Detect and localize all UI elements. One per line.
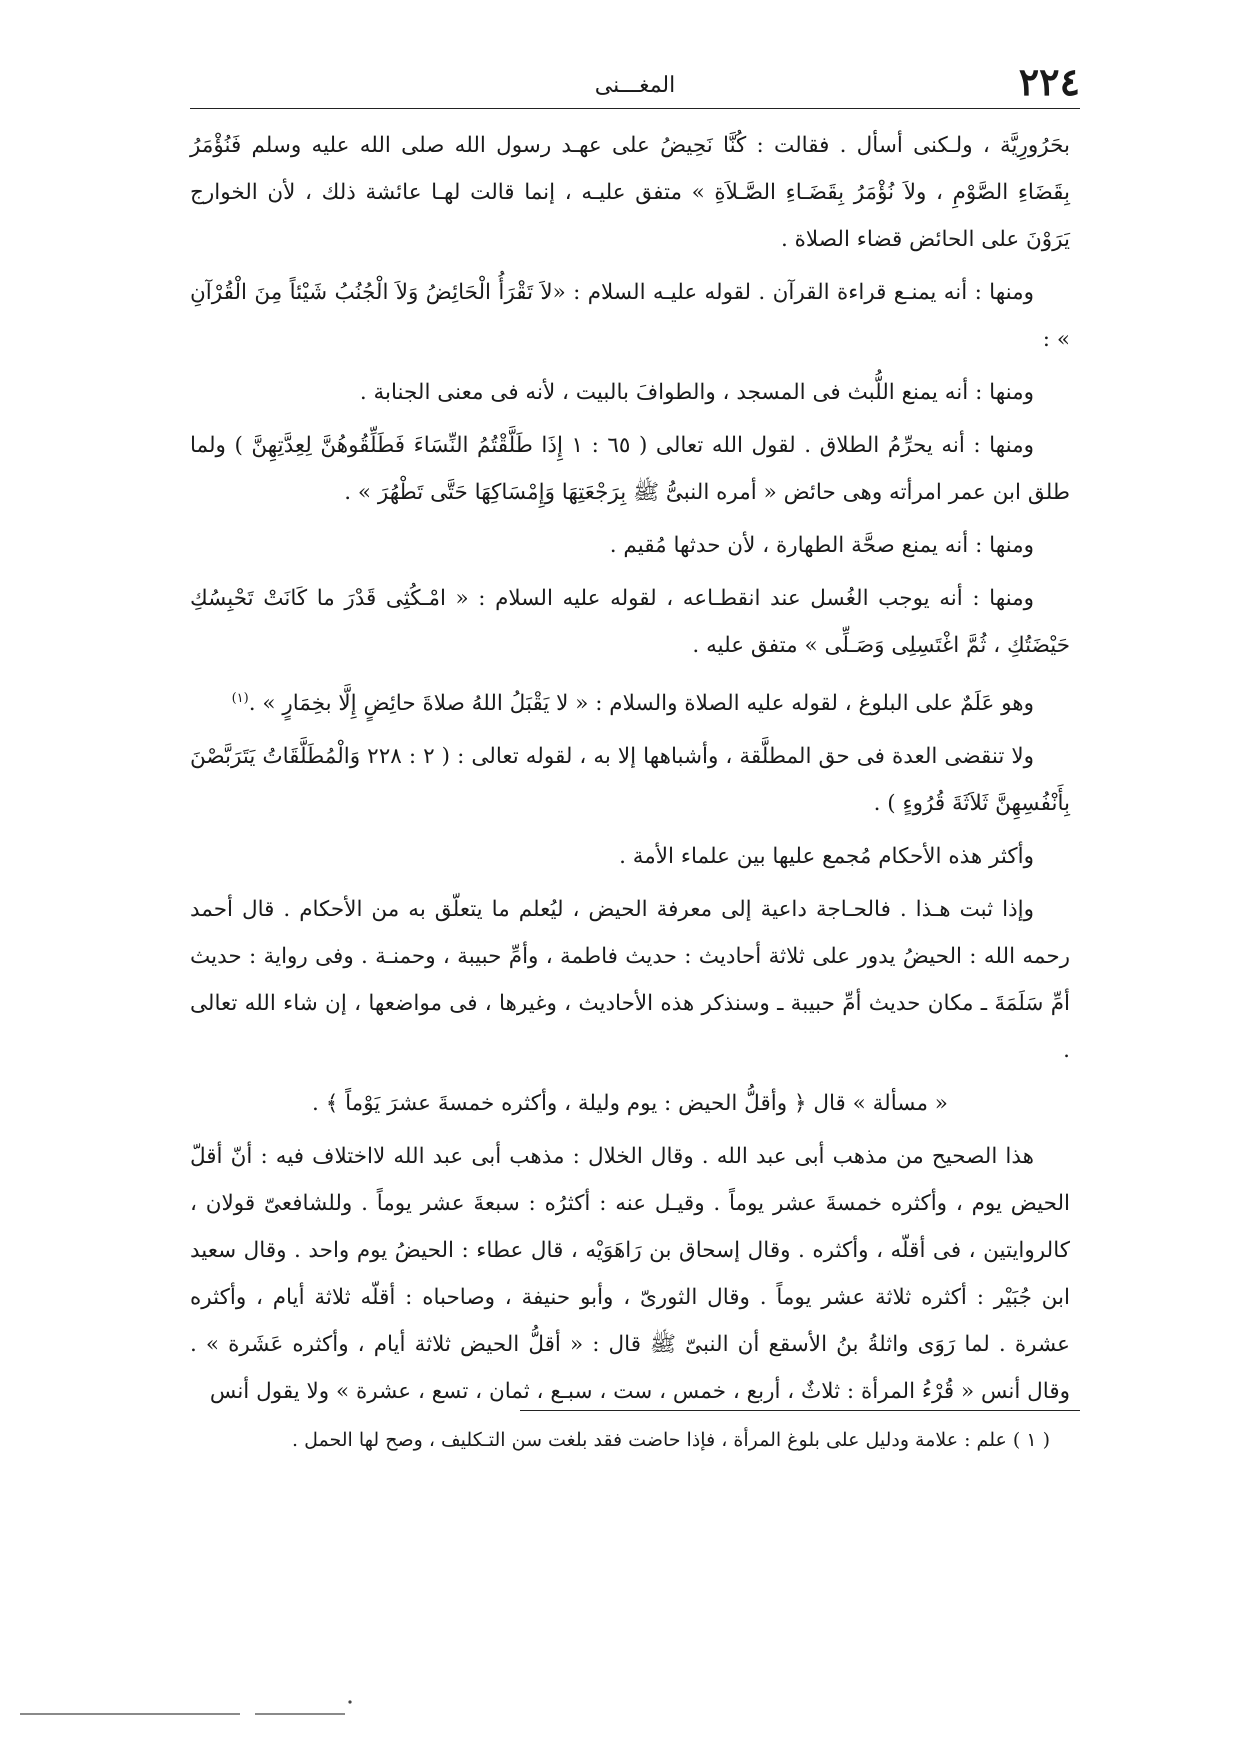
main-text <box>190 122 1070 1421</box>
paragraph: ولا تنقضى العدة فى حق المطلَّقة ، وأشباهها إلا به ، لقوله تعالى : ( ٢ : ٢٢٨ وَالْمُطَلَّقَاتُ يَتَرَبَّصْنَ بِأَنْفُسِهِنَّ ثَلاَثَةَ قُرُوءٍ ) . <box>190 744 1070 817</box>
footnote-marker: (١) <box>231 691 249 706</box>
footnote: ( ١ ) علم : علامة ودليل على بلوغ المرأة ، فإذا حاضت فقد بلغت سن التـكليف ، وصح لها الحمل . <box>292 1429 1050 1451</box>
header-rule <box>190 108 1080 109</box>
paragraph: هذا الصحيح من مذهب أبى عبد الله . وقال الخلال : مذهب أبى عبد الله لااختلاف فيه : أنّ أقلّ الحيض يوم ، وأكثره خمسةَ عشر يوماً . وقيـل عنه : أكثرُه : سبعةَ عشر يوماً . وللشافعىّ قولان ، كالروايتين ، فى أقلّه ، وأكثره . وقال إسحاق بن رَاهَوَيْه ، قال عطاء : الحيضُ يوم واحد . وقال سعيد ابن جُبَيْر : أكثره ثلاثة عشر يوماً . وقال الثورىّ ، وأبو حنيفة ، وصاحباه : أقلّه ثلاثة أيام ، وأكثره عشرة . لما رَوَى واثلةُ بنُ الأسقع أن النبىّ ﷺ قال : « أقلُّ الحيض ثلاثة أيام ، وأكثره عَشَرة » . وقال أنس « قُرْءُ المرأة : ثلاثٌ ، أربع ، خمس ، ست ، سبـع ، ثمان ، تسع ، عشرة » ولا يقول أنس <box>190 1144 1070 1405</box>
edge-dot <box>348 1700 351 1703</box>
paragraph: ومنها : أنه يمنع اللُّبث فى المسجد ، والطوافَ بالبيت ، لأنه فى معنى الجنابة . <box>359 380 1034 405</box>
masala-heading: « مسألة » قال ﴿ وأقلُّ الحيض : يوم وليلة ، وأكثره خمسةَ عشرَ يَوْماً ﴾ . <box>312 1091 948 1117</box>
paragraph: ومنها : أنه يوجب الغُسل عند انقطـاعه ، لقوله عليه السلام : « امْـكُثِى قَدْرَ ما كَانَتْ تَحْبِسُكِ حَيْضَتُكِ ، ثُمَّ اغْتَسِلِى وَصَـلِّى » متفق عليه . <box>190 586 1070 658</box>
page-number: ٢٢٤ <box>1018 59 1080 104</box>
paragraph-with-footnote <box>190 675 1070 727</box>
paragraph: وأكثر هذه الأحكام مُجمع عليها بين علماء الأمة . <box>619 844 1034 870</box>
page-header <box>190 58 1080 108</box>
paragraph: وإذا ثبت هـذا . فالحـاجة داعية إلى معرفة الحيض ، ليُعلم ما يتعلّق به من الأحكام . قال أحمد رحمه الله : الحيضُ يدور على ثلاثة أحاديث : حديث فاطمة ، وأمِّ حبيبة ، وحمنـة . وفى رواية : حديث أمِّ سَلَمَةَ ـ مكان حديث أمِّ حبيبة ـ وسنذكر هذه الأحاديث ، وغيرها ، فى مواضعها ، إن شاء الله تعالى . <box>190 897 1070 1064</box>
footnote-rule <box>520 1410 1080 1411</box>
paragraph: ومنها : أنه يمنـع قراءة القرآن . لقوله عليـه السلام : «لاَ تَقْرَأُ الْحَائِضُ وَلاَ الْجُنُبُ شَيْئاً مِنَ الْقُرْآنِ » : <box>190 280 1070 352</box>
paragraph: بحَرُورِيَّة ، ولـكنى أسأل . فقالت : كُنَّا نَحِيضُ على عهـد رسول الله صلى الله عليه وسلم فَنُؤْمَرُ بِقَضَاءِ الصَّوْمِ ، ولاَ نُؤْمَرُ بِقَضَـاءِ الصَّـلاَةِ » متفق عليـه ، إنما قالت لهـا عائشة ذلك ، لأن الخوارج يَرَوْنَ على الحائض قضاء الصلاة . <box>190 133 1070 252</box>
running-title: المغـــنى <box>594 73 676 98</box>
page-edge-marks <box>0 1700 1240 1740</box>
paragraph: ومنها : أنه يحرِّمُ الطلاق . لقول الله تعالى ( ٦٥ : ١ إِذَا طَلَّقْتُمُ النِّسَاءَ فَطَلِّقُوهُنَّ لِعِدَّتِهِنَّ ) ولما طلق ابن عمر امرأته وهى حائض « أمره النبىُّ ﷺ بِرَجْعَتِهَا وَإِمْسَاكِهَا حَتَّى تَطْهُرَ » . <box>190 433 1070 505</box>
paragraph-text: وهو عَلَمٌ على البلوغ ، لقوله عليه الصلاة والسلام : « لا يَقْبَلُ اللهُ صلاةَ حائِضٍ إِلَّا بخِمَارٍ » . <box>248 691 1034 717</box>
paragraph: ومنها : أنه يمنع صحَّة الطهارة ، لأن حدثها مُقيم . <box>609 533 1034 558</box>
